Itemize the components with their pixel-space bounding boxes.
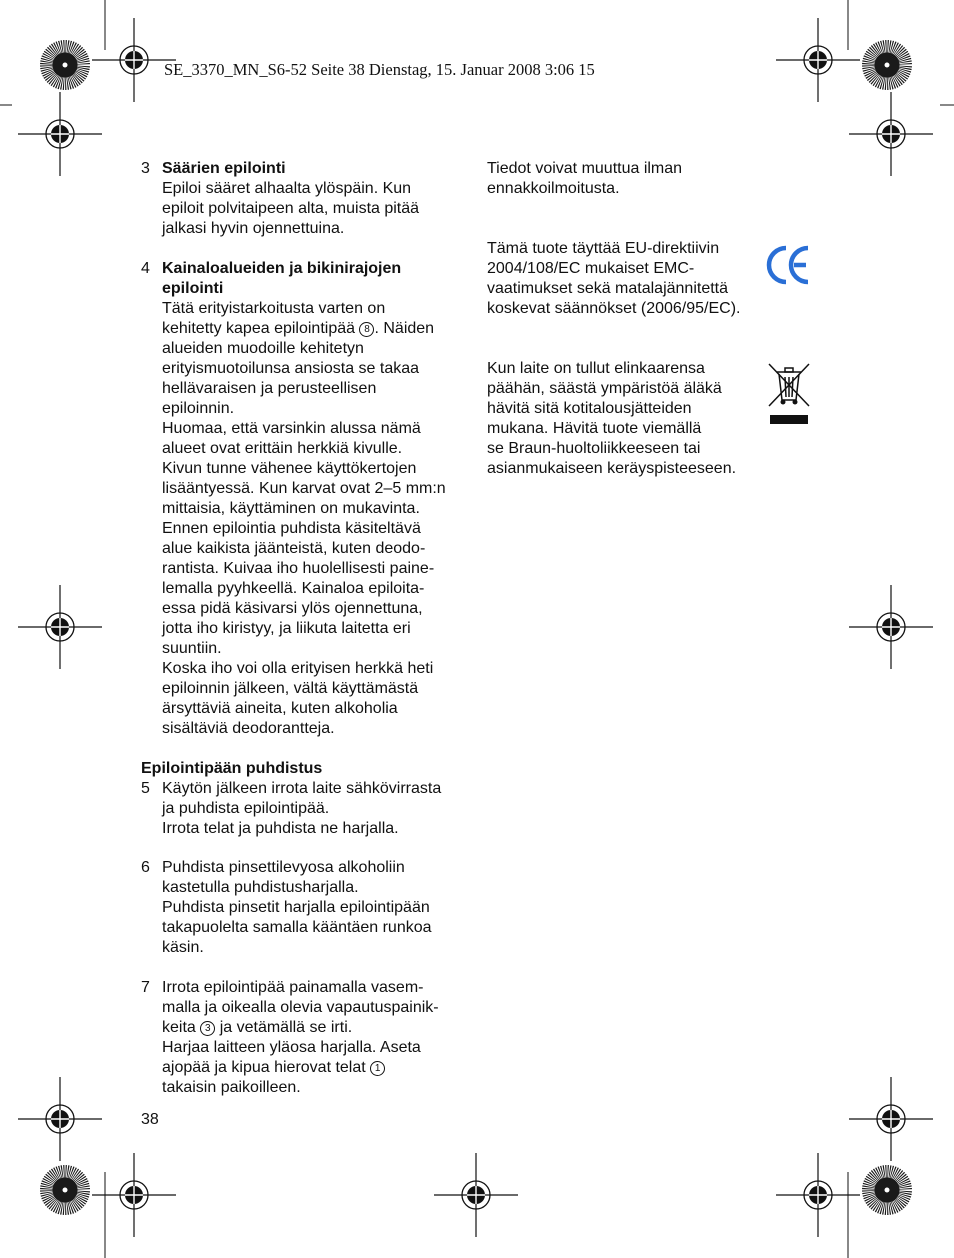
color-registration-starburst-icon bbox=[862, 1165, 912, 1215]
text-line: 2004/108/EC mukaiset EMC- bbox=[487, 260, 695, 277]
section-title: Säärien epilointi bbox=[162, 160, 286, 177]
text-line: mittaisia, käyttäminen on mukavinta. bbox=[162, 500, 420, 517]
text-line: takapuolelta samalla kääntäen runkoa bbox=[162, 919, 432, 936]
text-line: epiloinnin. bbox=[162, 400, 235, 417]
crossed-out-bin-icon bbox=[766, 362, 812, 426]
text-line: Irrota telat ja puhdista ne harjalla. bbox=[162, 820, 399, 837]
text-line: Käytön jälkeen irrota laite sähkövirrasta bbox=[162, 780, 442, 797]
text-line: Kun laite on tullut elinkaarensa bbox=[487, 360, 705, 377]
text-line: Irrota epilointipää painamalla vasem- bbox=[162, 979, 424, 996]
text-line: vaatimukset sekä matalajännitettä bbox=[487, 280, 729, 297]
text-line: takaisin paikoilleen. bbox=[162, 1079, 301, 1096]
step-5-block bbox=[162, 779, 441, 839]
text-line: ennakkoilmoitusta. bbox=[487, 180, 620, 197]
text-fragment: keita bbox=[162, 1019, 201, 1036]
color-registration-starburst-icon bbox=[40, 1165, 90, 1215]
text-line: suuntiin. bbox=[162, 640, 222, 657]
text-line: se Braun-huoltoliikkeeseen tai bbox=[487, 440, 701, 457]
text-line: käsin. bbox=[162, 939, 204, 956]
step-number: 7 bbox=[141, 979, 150, 996]
step-number: 4 bbox=[141, 260, 150, 277]
text-line: Harjaa laitteen yläosa harjalla. Aseta bbox=[162, 1039, 421, 1056]
text-line: erityismuotoilunsa ansiosta se takaa bbox=[162, 360, 420, 377]
step-7-block bbox=[162, 978, 439, 1098]
text-line: essa pidä käsivarsi ylös ojennettuna, bbox=[162, 600, 423, 617]
text-line: Puhdista pinsetit harjalla epilointipään bbox=[162, 899, 430, 916]
registration-mark-icon bbox=[18, 92, 102, 176]
text-line: Epiloi sääret alhaalta ylöspäin. Kun bbox=[162, 180, 412, 197]
text-line: Huomaa, että varsinkin alussa nämä bbox=[162, 420, 421, 437]
registration-mark-icon bbox=[18, 585, 102, 669]
step-number: 6 bbox=[141, 859, 150, 876]
text-fragment: ja vetämällä se irti. bbox=[215, 1019, 353, 1036]
text-line: Tämä tuote täyttää EU-direktiivin bbox=[487, 240, 720, 257]
text-line: jalkasi hyvin ojennettuina. bbox=[162, 220, 345, 237]
text-line: sisältäviä deodorantteja. bbox=[162, 720, 335, 737]
text-line: päähän, säästä ympäristöä äläkä bbox=[487, 380, 722, 397]
color-registration-starburst-icon bbox=[40, 40, 90, 90]
text-line bbox=[162, 1018, 439, 1038]
text-line: Puhdista pinsettilevyosa alkoholiin bbox=[162, 859, 405, 876]
step-4-block bbox=[162, 259, 446, 739]
text-line: lisääntyessä. Kun karvat ovat 2–5 mm:n bbox=[162, 480, 446, 497]
registration-mark-icon bbox=[776, 1153, 860, 1237]
text-fragment: . Näiden bbox=[374, 320, 435, 337]
text-line: lemalla pyyhkeellä. Kainaloa epiloita- bbox=[162, 580, 425, 597]
text-line: ja puhdista epilointipää. bbox=[162, 800, 330, 817]
reference-number: 8 bbox=[359, 322, 374, 337]
text-line: hävitä sitä kotitalousjätteiden bbox=[487, 400, 692, 417]
text-line: ärsyttäviä aineita, kuten alkoholia bbox=[162, 700, 398, 717]
text-line bbox=[162, 319, 446, 339]
compliance-paragraph bbox=[487, 239, 740, 319]
notice-paragraph bbox=[487, 159, 682, 199]
registration-mark-icon bbox=[849, 585, 933, 669]
registration-mark-icon bbox=[776, 18, 860, 102]
section-heading: Epilointipään puhdistus bbox=[141, 760, 323, 777]
text-line: rantista. Kuivaa iho huolellisesti paine- bbox=[162, 560, 435, 577]
disposal-paragraph bbox=[487, 359, 736, 479]
reference-number: 1 bbox=[370, 1061, 385, 1076]
text-line: Ennen epilointia puhdista käsiteltävä bbox=[162, 520, 421, 537]
text-line: epiloit polvitaipeen alta, muista pitää bbox=[162, 200, 420, 217]
color-registration-starburst-icon bbox=[862, 40, 912, 90]
step-3-block bbox=[162, 159, 419, 239]
text-line: kastetulla puhdistusharjalla. bbox=[162, 879, 359, 896]
text-line: Tiedot voivat muuttua ilman bbox=[487, 160, 683, 177]
ce-mark-icon bbox=[766, 243, 812, 287]
text-line: Kivun tunne vähenee käyttökertojen bbox=[162, 460, 417, 477]
text-line: mukana. Hävitä tuote viemällä bbox=[487, 420, 702, 437]
section-title: Kainaloalueiden ja bikinirajojen bbox=[162, 260, 402, 277]
text-line: koskevat säännökset (2006/95/EC). bbox=[487, 300, 741, 317]
text-line: jotta iho kiristyy, ja liikuta laitetta eri bbox=[162, 620, 411, 637]
text-line: hellävaraisen ja perusteellisen bbox=[162, 380, 377, 397]
text-line: asianmukaiseen keräyspisteeseen. bbox=[487, 460, 737, 477]
text-fragment: ajopää ja kipua hierovat telat bbox=[162, 1059, 371, 1076]
print-header: SE_3370_MN_S6-52 Seite 38 Dienstag, 15. Januar 2008 3:06 15 bbox=[164, 60, 595, 79]
text-line: malla ja oikealla olevia vapautuspainik- bbox=[162, 999, 439, 1016]
page-number: 38 bbox=[141, 1111, 159, 1128]
text-line: alue kaikista jäänteistä, kuten deodo- bbox=[162, 540, 426, 557]
text-line: alueet ovat erittäin herkkiä kivulle. bbox=[162, 440, 403, 457]
registration-mark-icon bbox=[849, 92, 933, 176]
text-line: Koska iho voi olla erityisen herkkä heti bbox=[162, 660, 434, 677]
text-line: epiloinnin jälkeen, vältä käyttämästä bbox=[162, 680, 419, 697]
reference-number: 3 bbox=[200, 1021, 215, 1036]
text-fragment: kehitetty kapea epilointipää bbox=[162, 320, 360, 337]
step-6-block bbox=[162, 858, 432, 958]
section-title: epilointi bbox=[162, 280, 224, 297]
step-number: 5 bbox=[141, 780, 150, 797]
step-number: 3 bbox=[141, 160, 150, 177]
text-line: alueiden muodoille kehitetyn bbox=[162, 340, 364, 357]
registration-mark-icon bbox=[849, 1077, 933, 1161]
registration-mark-icon bbox=[18, 1077, 102, 1161]
text-line bbox=[162, 1058, 439, 1078]
text-line: Tätä erityistarkoitusta varten on bbox=[162, 300, 386, 317]
registration-mark-icon bbox=[434, 1153, 518, 1237]
